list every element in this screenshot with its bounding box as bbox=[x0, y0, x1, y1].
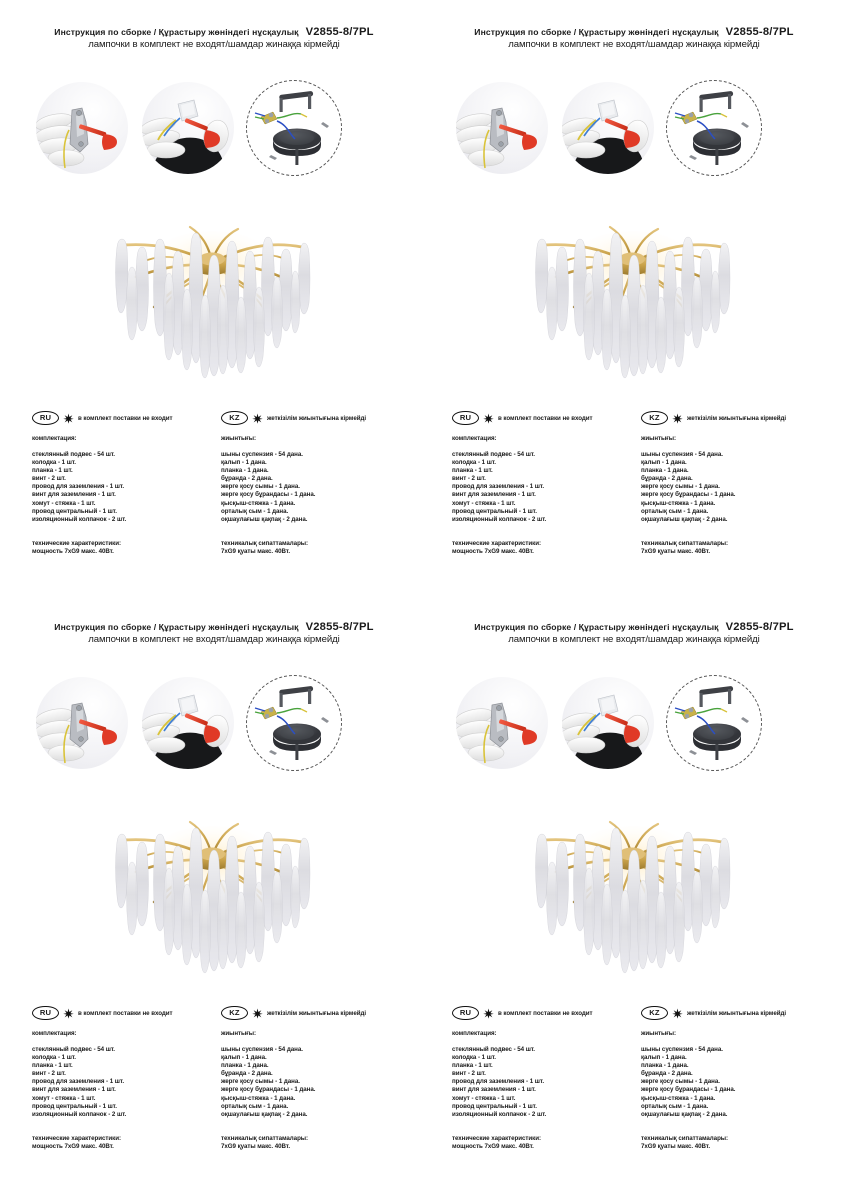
ru-spec-title: технические характеристики: bbox=[452, 539, 541, 547]
panel-header bbox=[14, 27, 414, 51]
legend-kz-column bbox=[641, 1006, 818, 1176]
header-subtitle: лампочки в комплект не входят/шамдар жинаққа кірмейді bbox=[88, 39, 340, 50]
star-icon bbox=[672, 1008, 683, 1019]
suspension-rod bbox=[715, 149, 718, 165]
legend-kz-column bbox=[221, 1006, 398, 1176]
star-icon bbox=[63, 413, 74, 424]
list-item: орталық сым - 1 дана. bbox=[641, 1102, 709, 1110]
legend-area bbox=[452, 1006, 818, 1176]
assembly-steps-row bbox=[452, 672, 816, 774]
assembly-step-1 bbox=[32, 78, 132, 178]
legend-area bbox=[32, 411, 398, 581]
star-icon bbox=[483, 413, 494, 424]
kz-spec bbox=[641, 1135, 818, 1151]
ru-spec-title: технические характеристики: bbox=[32, 1134, 121, 1142]
list-item: оқшаулағыш қақпақ - 2 дана. bbox=[221, 1110, 308, 1118]
assembly-step-2 bbox=[138, 78, 238, 178]
kz-note: жеткізілім жиынтығына кірмейді bbox=[267, 1009, 367, 1017]
suspension-rod bbox=[295, 744, 298, 760]
panel-header bbox=[434, 622, 834, 646]
green-wire-run bbox=[277, 114, 301, 118]
ru-spec-value: мощность 7xG9 макс. 40Вт. bbox=[452, 547, 534, 555]
legend-ru-header bbox=[452, 1006, 629, 1020]
list-item: планка - 1 шт. bbox=[32, 1062, 73, 1070]
kz-spec bbox=[221, 540, 398, 556]
model-number: V2855-8/7PL bbox=[725, 26, 794, 38]
kz-kit-title: жиынтығы: bbox=[641, 435, 676, 442]
list-item: хомут - стяжка - 1 шт. bbox=[32, 1094, 96, 1102]
ceiling-mount-diagram bbox=[246, 80, 342, 176]
ru-spec-value: мощность 7xG9 макс. 40Вт. bbox=[32, 1142, 114, 1150]
assembly-step-2 bbox=[138, 673, 238, 773]
list-item: стеклянный подвес - 54 шт. bbox=[32, 1046, 115, 1053]
list-item: винт - 2 шт. bbox=[452, 1070, 486, 1078]
mount-bracket bbox=[279, 686, 313, 707]
list-item: планка - 1 дана. bbox=[221, 467, 269, 475]
star-icon bbox=[252, 413, 263, 424]
list-item: изоляционный колпачок - 2 шт. bbox=[452, 1110, 547, 1118]
kz-badge: KZ bbox=[221, 411, 248, 426]
list-item: жерге қосу бұрандасы - 1 дана. bbox=[221, 1086, 316, 1094]
legend-area bbox=[32, 1006, 398, 1176]
list-item: қысқыш-стяжка - 1 дана. bbox=[221, 499, 296, 507]
header-subtitle: лампочки в комплект не входят/шамдар жинаққа кірмейді bbox=[88, 634, 340, 645]
model-number: V2855-8/7PL bbox=[305, 26, 374, 38]
instruction-panel bbox=[14, 15, 414, 595]
panel-header bbox=[434, 27, 834, 51]
legend-ru-header bbox=[32, 411, 209, 425]
ru-kit-list bbox=[32, 1046, 209, 1119]
terminal-block-photo bbox=[456, 82, 548, 174]
star-icon bbox=[63, 1008, 74, 1019]
assembly-steps-row bbox=[452, 77, 816, 179]
list-item: хомут - стяжка - 1 шт. bbox=[32, 499, 96, 507]
legend-kz-header bbox=[221, 411, 398, 425]
list-item: қысқыш-стяжка - 1 дана. bbox=[641, 499, 716, 507]
ru-note: в комплект поставки не входит bbox=[78, 1009, 173, 1017]
assembly-step-1 bbox=[32, 673, 132, 773]
header-subtitle: лампочки в комплект не входят/шамдар жинаққа кірмейді bbox=[508, 39, 760, 50]
header-title-row bbox=[434, 27, 834, 38]
suspension-rod bbox=[715, 744, 718, 760]
transparent-connector-block bbox=[178, 695, 198, 716]
wire-connector-photo bbox=[562, 677, 654, 769]
transparent-connector-block bbox=[598, 100, 618, 121]
list-item: хомут - стяжка - 1 шт. bbox=[452, 499, 516, 507]
list-item: изоляционный колпачок - 2 шт. bbox=[32, 1110, 127, 1118]
ceiling-mount-diagram bbox=[246, 675, 342, 771]
ru-note: в комплект поставки не входит bbox=[498, 414, 593, 422]
list-item: орталық сым - 1 дана. bbox=[221, 507, 289, 515]
kz-spec-title: техникалық сипаттамалары: bbox=[221, 539, 309, 547]
list-item: колодка - 1 шт. bbox=[32, 459, 76, 467]
blue-wire-in bbox=[675, 113, 685, 116]
kz-spec-value: 7xG9 қуаты макс. 40Вт. bbox=[221, 1142, 290, 1150]
terminal-block-photo bbox=[36, 82, 128, 174]
star-icon bbox=[483, 1008, 494, 1019]
ru-kit-title: комплектация: bbox=[32, 435, 77, 442]
ceiling-mount-diagram bbox=[666, 80, 762, 176]
list-item: планка - 1 дана. bbox=[641, 467, 689, 475]
wire-connector-photo bbox=[142, 82, 234, 174]
instruction-panel bbox=[14, 610, 414, 1190]
list-item: винт для заземления - 1 шт. bbox=[32, 491, 116, 499]
list-item: провод центральный - 1 шт. bbox=[32, 1102, 117, 1110]
legend-area bbox=[452, 411, 818, 581]
kz-spec-title: техникалық сипаттамалары: bbox=[641, 1134, 729, 1142]
ru-spec-value: мощность 7xG9 макс. 40Вт. bbox=[452, 1142, 534, 1150]
ru-kit-title: комплектация: bbox=[452, 1030, 497, 1037]
list-item: провод центральный - 1 шт. bbox=[32, 507, 117, 515]
kz-badge: KZ bbox=[221, 1006, 248, 1021]
kz-spec bbox=[221, 1135, 398, 1151]
legend-kz-header bbox=[221, 1006, 398, 1020]
ceiling-cup bbox=[693, 129, 741, 166]
header-title-row bbox=[434, 622, 834, 633]
list-item: планка - 1 шт. bbox=[452, 1062, 493, 1070]
list-item: планка - 1 дана. bbox=[221, 1062, 269, 1070]
list-item: оқшаулағыш қақпақ - 2 дана. bbox=[221, 515, 308, 523]
transparent-connector-block bbox=[178, 100, 198, 121]
ru-kit-title: комплектация: bbox=[32, 1030, 77, 1037]
ru-badge: RU bbox=[452, 1006, 479, 1021]
yellow-wire-run bbox=[301, 114, 307, 117]
ru-badge: RU bbox=[32, 1006, 59, 1021]
ru-spec-title: технические характеристики: bbox=[452, 1134, 541, 1142]
ru-note: в комплект поставки не входит bbox=[78, 414, 173, 422]
list-item: жерге қосу сымы - 1 дана. bbox=[641, 483, 720, 491]
blue-wire-in bbox=[255, 113, 265, 116]
kz-kit-list bbox=[641, 451, 818, 524]
list-item: оқшаулағыш қақпақ - 2 дана. bbox=[641, 1110, 728, 1118]
ceiling-cup bbox=[273, 129, 321, 166]
ceiling-cup bbox=[273, 724, 321, 761]
wire-connector-photo bbox=[142, 677, 234, 769]
kz-kit-title: жиынтығы: bbox=[221, 435, 256, 442]
terminal-connector bbox=[261, 707, 277, 719]
list-item: қалып - 1 дана. bbox=[221, 1054, 267, 1062]
transparent-connector-block bbox=[598, 695, 618, 716]
header-title: Инструкция по сборке / Құрастыру жөніндегі нұсқаулық bbox=[54, 27, 299, 37]
kz-spec-value: 7xG9 қуаты макс. 40Вт. bbox=[641, 1142, 710, 1150]
list-item: стеклянный подвес - 54 шт. bbox=[32, 451, 115, 458]
list-item: винт - 2 шт. bbox=[452, 475, 486, 483]
ru-spec bbox=[452, 1135, 629, 1151]
yellow-wire-run bbox=[721, 114, 727, 117]
legend-ru-column bbox=[452, 411, 629, 581]
green-wire-run bbox=[277, 709, 301, 713]
assembly-step-3 bbox=[664, 673, 764, 773]
list-item: бұранда - 2 дана. bbox=[221, 475, 273, 483]
assembly-step-3 bbox=[244, 673, 344, 773]
model-number: V2855-8/7PL bbox=[305, 621, 374, 633]
kz-kit-list bbox=[641, 1046, 818, 1119]
green-wire-run bbox=[697, 709, 721, 713]
header-subtitle: лампочки в комплект не входят/шамдар жинаққа кірмейді bbox=[508, 634, 760, 645]
list-item: бұранда - 2 дана. bbox=[641, 475, 693, 483]
ru-badge: RU bbox=[32, 411, 59, 426]
list-item: изоляционный колпачок - 2 шт. bbox=[32, 515, 127, 523]
list-item: планка - 1 шт. bbox=[32, 467, 73, 475]
legend-kz-column bbox=[221, 411, 398, 581]
panel-header bbox=[14, 622, 414, 646]
model-number: V2855-8/7PL bbox=[725, 621, 794, 633]
assembly-steps-row bbox=[32, 77, 396, 179]
chandelier-product-image bbox=[482, 788, 782, 998]
terminal-connector bbox=[681, 112, 697, 124]
terminal-block-photo bbox=[36, 677, 128, 769]
list-item: провод для заземления - 1 шт. bbox=[32, 483, 125, 491]
ru-kit-list bbox=[452, 451, 629, 524]
blue-wire-in bbox=[675, 708, 685, 711]
list-item: провод для заземления - 1 шт. bbox=[452, 1078, 545, 1086]
list-item: колодка - 1 шт. bbox=[452, 1054, 496, 1062]
list-item: изоляционный колпачок - 2 шт. bbox=[452, 515, 547, 523]
chandelier-product-image bbox=[482, 193, 782, 403]
list-item: шыны суспензия - 54 дана. bbox=[641, 1046, 723, 1053]
list-item: бұранда - 2 дана. bbox=[641, 1070, 693, 1078]
list-item: жерге қосу сымы - 1 дана. bbox=[221, 483, 300, 491]
terminal-connector bbox=[681, 707, 697, 719]
list-item: стеклянный подвес - 54 шт. bbox=[452, 1046, 535, 1053]
list-item: колодка - 1 шт. bbox=[32, 1054, 76, 1062]
list-item: қысқыш-стяжка - 1 дана. bbox=[641, 1094, 716, 1102]
list-item: қалып - 1 дана. bbox=[641, 1054, 687, 1062]
list-item: жерге қосу сымы - 1 дана. bbox=[641, 1078, 720, 1086]
ceiling-mount-diagram bbox=[666, 675, 762, 771]
chandelier-product-image bbox=[62, 193, 362, 403]
kz-kit-list bbox=[221, 1046, 398, 1119]
kz-kit-list bbox=[221, 451, 398, 524]
kz-spec-value: 7xG9 қуаты макс. 40Вт. bbox=[641, 547, 710, 555]
list-item: винт - 2 шт. bbox=[32, 1070, 66, 1078]
header-title: Инструкция по сборке / Құрастыру жөніндегі нұсқаулық bbox=[474, 622, 719, 632]
kz-spec-value: 7xG9 қуаты макс. 40Вт. bbox=[221, 547, 290, 555]
list-item: планка - 1 шт. bbox=[452, 467, 493, 475]
suspension-rod bbox=[295, 149, 298, 165]
kz-note: жеткізілім жиынтығына кірмейді bbox=[267, 414, 367, 422]
list-item: винт для заземления - 1 шт. bbox=[32, 1086, 116, 1094]
assembly-step-2 bbox=[558, 78, 658, 178]
list-item: винт для заземления - 1 шт. bbox=[452, 1086, 536, 1094]
list-item: орталық сым - 1 дана. bbox=[221, 1102, 289, 1110]
legend-ru-column bbox=[32, 411, 209, 581]
list-item: қысқыш-стяжка - 1 дана. bbox=[221, 1094, 296, 1102]
mount-bracket bbox=[279, 91, 313, 112]
list-item: хомут - стяжка - 1 шт. bbox=[452, 1094, 516, 1102]
ru-badge: RU bbox=[452, 411, 479, 426]
ru-spec bbox=[452, 540, 629, 556]
list-item: жерге қосу бұрандасы - 1 дана. bbox=[641, 1086, 736, 1094]
assembly-steps-row bbox=[32, 672, 396, 774]
list-item: жерге қосу бұрандасы - 1 дана. bbox=[641, 491, 736, 499]
ru-spec-value: мощность 7xG9 макс. 40Вт. bbox=[32, 547, 114, 555]
list-item: орталық сым - 1 дана. bbox=[641, 507, 709, 515]
list-item: провод центральный - 1 шт. bbox=[452, 1102, 537, 1110]
list-item: винт для заземления - 1 шт. bbox=[452, 491, 536, 499]
list-item: стеклянный подвес - 54 шт. bbox=[452, 451, 535, 458]
kz-note: жеткізілім жиынтығына кірмейді bbox=[687, 1009, 787, 1017]
list-item: провод для заземления - 1 шт. bbox=[32, 1078, 125, 1086]
list-item: қалып - 1 дана. bbox=[641, 459, 687, 467]
kz-badge: KZ bbox=[641, 411, 668, 426]
list-item: планка - 1 дана. bbox=[641, 1062, 689, 1070]
legend-kz-header bbox=[641, 1006, 818, 1020]
terminal-block-photo bbox=[456, 677, 548, 769]
header-title-row bbox=[14, 27, 414, 38]
ru-spec-title: технические характеристики: bbox=[32, 539, 121, 547]
assembly-step-2 bbox=[558, 673, 658, 773]
legend-kz-header bbox=[641, 411, 818, 425]
wire-connector-photo bbox=[562, 82, 654, 174]
ru-spec bbox=[32, 1135, 209, 1151]
kz-spec-title: техникалық сипаттамалары: bbox=[641, 539, 729, 547]
legend-ru-column bbox=[32, 1006, 209, 1176]
list-item: колодка - 1 шт. bbox=[452, 459, 496, 467]
ru-spec bbox=[32, 540, 209, 556]
list-item: бұранда - 2 дана. bbox=[221, 1070, 273, 1078]
list-item: шыны суспензия - 54 дана. bbox=[641, 451, 723, 458]
legend-ru-header bbox=[452, 411, 629, 425]
list-item: оқшаулағыш қақпақ - 2 дана. bbox=[641, 515, 728, 523]
ceiling-cup bbox=[693, 724, 741, 761]
green-wire-run bbox=[697, 114, 721, 118]
ru-note: в комплект поставки не входит bbox=[498, 1009, 593, 1017]
list-item: жерге қосу бұрандасы - 1 дана. bbox=[221, 491, 316, 499]
list-item: провод центральный - 1 шт. bbox=[452, 507, 537, 515]
kz-kit-title: жиынтығы: bbox=[641, 1030, 676, 1037]
kz-badge: KZ bbox=[641, 1006, 668, 1021]
list-item: шыны суспензия - 54 дана. bbox=[221, 1046, 303, 1053]
star-icon bbox=[672, 413, 683, 424]
blue-wire-in bbox=[255, 708, 265, 711]
header-title-row bbox=[14, 622, 414, 633]
kz-spec bbox=[641, 540, 818, 556]
list-item: провод для заземления - 1 шт. bbox=[452, 483, 545, 491]
terminal-connector bbox=[261, 112, 277, 124]
ru-kit-title: комплектация: bbox=[452, 435, 497, 442]
ru-kit-list bbox=[32, 451, 209, 524]
mount-bracket bbox=[699, 686, 733, 707]
kz-spec-title: техникалық сипаттамалары: bbox=[221, 1134, 309, 1142]
yellow-wire-run bbox=[301, 709, 307, 712]
kz-note: жеткізілім жиынтығына кірмейді bbox=[687, 414, 787, 422]
instruction-panel bbox=[434, 610, 834, 1190]
assembly-step-1 bbox=[452, 673, 552, 773]
mount-bracket bbox=[699, 91, 733, 112]
list-item: винт - 2 шт. bbox=[32, 475, 66, 483]
ru-kit-list bbox=[452, 1046, 629, 1119]
instruction-panel bbox=[434, 15, 834, 595]
legend-ru-header bbox=[32, 1006, 209, 1020]
yellow-wire-run bbox=[721, 709, 727, 712]
assembly-step-3 bbox=[664, 78, 764, 178]
chandelier-product-image bbox=[62, 788, 362, 998]
list-item: шыны суспензия - 54 дана. bbox=[221, 451, 303, 458]
star-icon bbox=[252, 1008, 263, 1019]
header-title: Инструкция по сборке / Құрастыру жөніндегі нұсқаулық bbox=[474, 27, 719, 37]
assembly-step-3 bbox=[244, 78, 344, 178]
legend-kz-column bbox=[641, 411, 818, 581]
kz-kit-title: жиынтығы: bbox=[221, 1030, 256, 1037]
list-item: қалып - 1 дана. bbox=[221, 459, 267, 467]
list-item: жерге қосу сымы - 1 дана. bbox=[221, 1078, 300, 1086]
assembly-step-1 bbox=[452, 78, 552, 178]
header-title: Инструкция по сборке / Құрастыру жөніндегі нұсқаулық bbox=[54, 622, 299, 632]
legend-ru-column bbox=[452, 1006, 629, 1176]
